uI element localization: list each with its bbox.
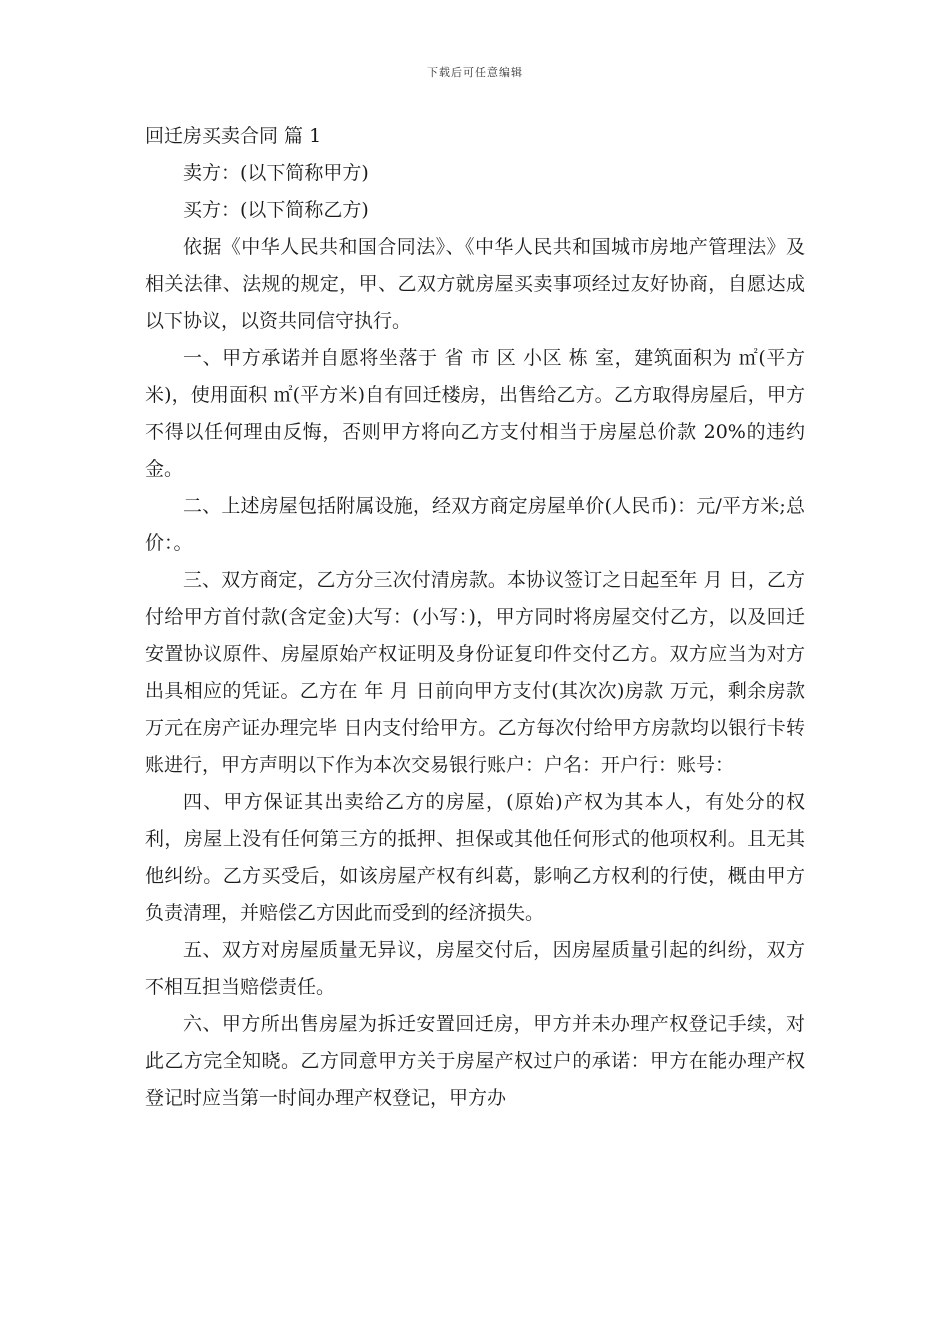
paragraph-clause-3: 三、双方商定，乙方分三次付清房款。本协议签订之日起至年 月 日，乙方付给甲方首付款(含定金)大写：(小写：)，甲方同时将房屋交付乙方，以及回迁安置协议原件、房屋原始产权证明及身份证复印件交付乙方。双方应当为对方出具相应的凭证。乙方在 年 月 日前向甲方支付(其次次)房款 万元，剩余房款 万元在房产证办理完毕 日内支付给甲方。乙方每次付给甲方房款均以银行卡转账进行，甲方声明以下作为本次交易银行账户：户名：开户行：账号：: [145, 569, 805, 776]
paragraph-clause-4: 四、甲方保证其出卖给乙方的房屋，(原始)产权为其本人，有处分的权利，房屋上没有任何第三方的抵押、担保或其他任何形式的他项权利。且无其他纠纷。乙方买受后，如该房屋产权有纠葛，影响乙方权利的行使，概由甲方负责清理，并赔偿乙方因此而受到的经济损失。: [145, 791, 805, 924]
paragraph-clause-6: 六、甲方所出售房屋为拆迁安置回迁房，甲方并未办理产权登记手续，对此乙方完全知晓。乙方同意甲方关于房屋产权过户的承诺：甲方在能办理产权登记时应当第一时间办理产权登记，甲方办: [145, 1013, 805, 1109]
paragraph-clause-1: 一、甲方承诺并自愿将坐落于 省 市 区 小区 栋 室，建筑面积为 ㎡(平方米)，使用面积 ㎡(平方米)自有回迁楼房，出售给乙方。乙方取得房屋后，甲方不得以任何理由反悔，否则甲方将向乙方支付相当于房屋总价款 20%的违约金。: [145, 347, 805, 480]
paragraph-buyer: 买方：(以下简称乙方): [183, 199, 369, 221]
header-note: 下载后可任意编辑: [427, 66, 523, 79]
document-body: [145, 118, 805, 1117]
document-title: 回迁房买卖合同 篇 1: [145, 125, 322, 147]
paragraph-clause-2: 二、上述房屋包括附属设施，经双方商定房屋单价(人民币)：元/平方米;总价：。: [145, 495, 805, 554]
paragraph-seller: 卖方：(以下简称甲方): [183, 162, 369, 184]
paragraph-preamble: 依据《中华人民共和国合同法》、《中华人民共和国城市房地产管理法》及相关法律、法规的规定，甲、乙双方就房屋买卖事项经过友好协商，自愿达成以下协议，以资共同信守执行。: [145, 236, 805, 332]
paragraph-clause-5: 五、双方对房屋质量无异议，房屋交付后，因房屋质量引起的纠纷，双方不相互担当赔偿责任。: [145, 939, 805, 998]
